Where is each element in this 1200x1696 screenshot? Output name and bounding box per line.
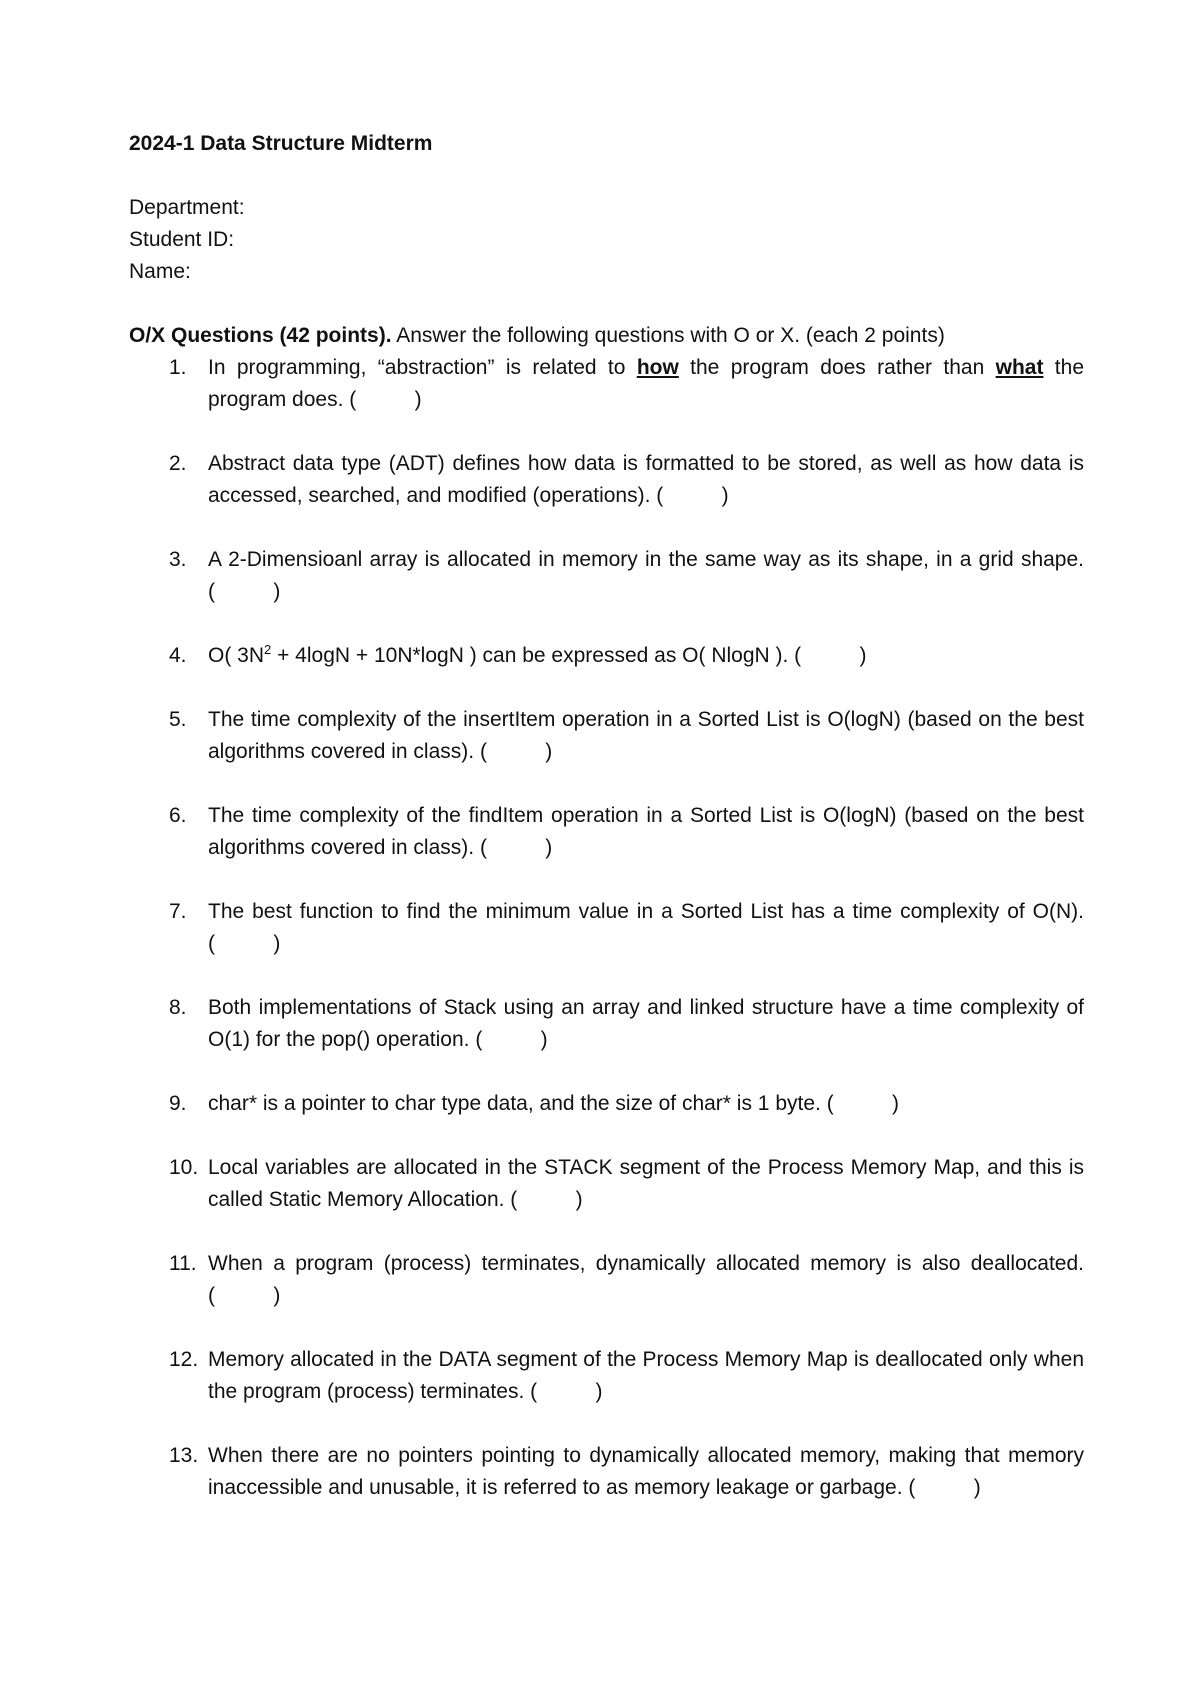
question-text: The best function to find the minimum value in a Sorted List has a time complexity of O(N). — [208, 900, 1084, 923]
question-item — [129, 1344, 1084, 1408]
question-number: 2. — [169, 452, 187, 475]
question-number: 1. — [169, 356, 187, 379]
answer-blank[interactable]: ( ) — [479, 740, 553, 763]
question-item — [129, 1152, 1084, 1216]
answer-blank[interactable]: ( ) — [908, 1476, 981, 1499]
exam-content — [129, 128, 1084, 1536]
question-item — [129, 352, 1084, 416]
question-item — [129, 544, 1084, 608]
section-heading — [129, 320, 1084, 352]
question-number: 4. — [169, 644, 187, 667]
answer-blank[interactable]: ( ) — [794, 644, 867, 667]
question-text: When a program (process) terminates, dynamically allocated memory is also deallocated. — [208, 1252, 1084, 1275]
answer-blank[interactable]: ( ) — [479, 836, 553, 859]
question-number: 12. — [169, 1348, 199, 1371]
question-item — [129, 704, 1084, 768]
section-title: O/X Questions (42 points). — [129, 324, 392, 347]
student-id-label: Student ID: — [129, 228, 235, 251]
answer-blank[interactable]: ( ) — [349, 388, 422, 411]
page-title: 2024-1 Data Structure Midterm — [129, 132, 433, 155]
question-number: 6. — [169, 804, 187, 827]
question-number: 5. — [169, 708, 187, 731]
question-item — [129, 1088, 1084, 1120]
question-item — [129, 1248, 1084, 1312]
question-number: 8. — [169, 996, 187, 1019]
question-item — [129, 448, 1084, 512]
answer-blank[interactable]: ( ) — [510, 1188, 583, 1211]
answer-blank[interactable]: ( ) — [826, 1092, 900, 1115]
question-number: 3. — [169, 548, 187, 571]
question-text: In programming, “abstraction” is related to — [208, 356, 637, 379]
question-text: A 2-Dimensioanl array is allocated in memory in the same way as its shape, in a grid shape. — [208, 548, 1084, 571]
answer-blank[interactable]: ( ) — [208, 932, 281, 955]
question-text: Memory allocated in the DATA segment of the Process Memory Map is deallocated only when the program (process) terminates. — [208, 1348, 1084, 1403]
question-text: The time complexity of the insertItem operation in a Sorted List is O(logN) (based on the best algorithms covered in class). — [208, 708, 1084, 763]
question-item — [129, 640, 1084, 672]
superscript: 2 — [264, 642, 272, 657]
question-text: char* is a pointer to char type data, and the size of char* is 1 byte. — [208, 1092, 827, 1115]
answer-blank[interactable]: ( ) — [530, 1380, 603, 1403]
answer-blank[interactable]: ( ) — [208, 580, 281, 603]
question-text: the program does rather than — [678, 356, 996, 379]
question-text: Abstract data type (ADT) defines how data is formatted to be stored, as well as how data is accessed, searched, and modified (operations). — [208, 452, 1084, 507]
department-label: Department: — [129, 196, 245, 219]
answer-blank[interactable]: ( ) — [475, 1028, 548, 1051]
question-number: 7. — [169, 900, 187, 923]
question-text: When there are no pointers pointing to dynamically allocated memory, making that memory inaccessible and unusable, it is referred to as memory leakage or garbage. — [208, 1444, 1084, 1499]
question-text: + 4logN + 10N*logN ) can be expressed as O( NlogN ). — [271, 644, 795, 667]
question-list — [129, 352, 1084, 1504]
answer-blank[interactable]: ( ) — [656, 484, 729, 507]
section-instruction: Answer the following questions with O or X. (each 2 points) — [391, 324, 945, 347]
question-item — [129, 800, 1084, 864]
question-text: the program does. — [208, 356, 1085, 411]
question-text: The time complexity of the findItem operation in a Sorted List is O(logN) (based on the best algorithms covered in class). — [208, 804, 1084, 859]
name-label: Name: — [129, 260, 191, 283]
question-item — [129, 1440, 1084, 1504]
question-number: 11. — [169, 1252, 197, 1275]
question-text: Both implementations of Stack using an array and linked structure have a time complexity of O(1) for the pop() operation. — [208, 996, 1084, 1051]
question-number: 13. — [169, 1444, 199, 1467]
emphasis-how: how — [636, 356, 679, 379]
student-info — [129, 192, 1084, 288]
answer-blank[interactable]: ( ) — [208, 1284, 281, 1307]
question-text: O( 3N — [208, 644, 265, 667]
question-item — [129, 896, 1084, 960]
question-number: 9. — [169, 1092, 187, 1115]
emphasis-what: what — [995, 356, 1044, 379]
question-number: 10. — [169, 1156, 199, 1179]
question-item — [129, 992, 1084, 1056]
question-text: Local variables are allocated in the STACK segment of the Process Memory Map, and this is called Static Memory Allocation. — [208, 1156, 1084, 1211]
